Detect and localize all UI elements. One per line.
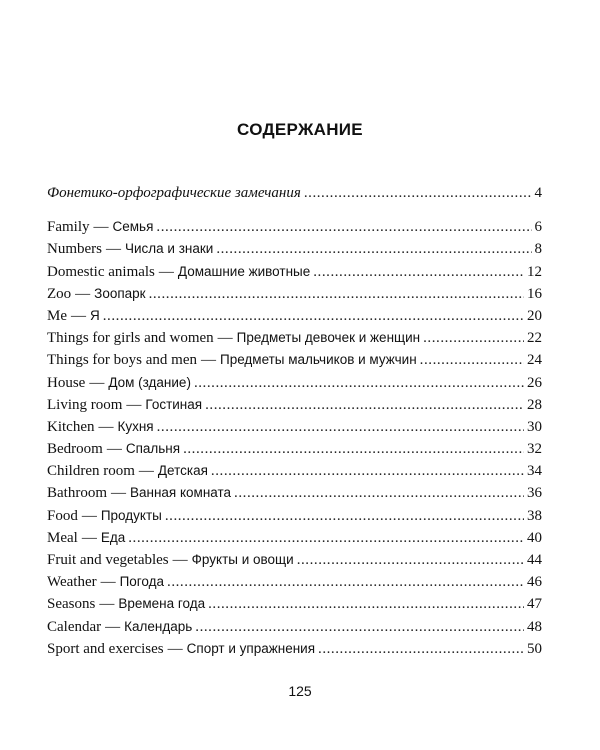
page-title: СОДЕРЖАНИЕ xyxy=(237,120,363,139)
toc-entry-dash: — xyxy=(158,263,174,280)
toc-entry-english: Meal xyxy=(47,529,78,546)
toc-entry-russian: Семья xyxy=(112,219,154,235)
toc-entry-dash: — xyxy=(217,330,233,347)
dot-leader xyxy=(216,238,531,260)
toc-entry-page: 46 xyxy=(527,574,542,591)
dot-leader xyxy=(103,305,524,327)
toc-entry-english: Me xyxy=(47,307,67,324)
dot-leader xyxy=(318,638,524,660)
dot-leader xyxy=(149,283,524,305)
toc-entry-russian: Дом (здание) xyxy=(108,374,191,390)
toc-entry-page: 50 xyxy=(527,640,542,657)
toc-entry-dash: — xyxy=(106,241,121,258)
toc-entry xyxy=(47,305,542,327)
dot-leader xyxy=(313,261,524,283)
toc-entry-dash: — xyxy=(93,219,109,236)
toc-entry xyxy=(47,593,542,615)
toc-entry-page: 40 xyxy=(527,529,542,546)
toc-entry-russian: Погода xyxy=(119,574,165,590)
toc-entry-page: 8 xyxy=(534,241,542,258)
toc-entry-page: 47 xyxy=(527,596,542,613)
toc-entry xyxy=(47,527,542,549)
toc-entry-dash: — xyxy=(71,307,86,324)
toc-entry-dash: — xyxy=(106,441,122,458)
toc-entry-dash: — xyxy=(81,529,97,546)
dot-leader xyxy=(156,216,531,238)
toc-entry-dash: — xyxy=(105,618,121,635)
toc-entry-english: Living room xyxy=(47,396,123,413)
toc-entry-page: 30 xyxy=(527,418,542,435)
toc-entry-russian: Продукты xyxy=(100,507,162,523)
toc-entry-dash: — xyxy=(126,396,142,413)
page-number: 125 xyxy=(288,683,312,699)
toc-entry xyxy=(47,571,542,593)
toc-entry-page: 6 xyxy=(534,219,542,236)
toc-entry-english: Numbers xyxy=(47,241,102,258)
toc-entry-page: 34 xyxy=(527,463,542,480)
toc-entry-russian: Числа и знаки xyxy=(125,241,214,257)
toc-entry-english: Bathroom xyxy=(47,485,107,502)
toc-entry-dash: — xyxy=(111,485,126,502)
dot-leader xyxy=(128,527,524,549)
toc-entry-page: 28 xyxy=(527,396,542,413)
dot-leader xyxy=(194,372,524,394)
toc-entry xyxy=(47,505,542,527)
toc-entry-russian: Календарь xyxy=(124,618,193,634)
toc-entry-list xyxy=(47,216,542,660)
toc-entry-english: House xyxy=(47,374,86,391)
toc-entry-dash: — xyxy=(89,374,105,391)
toc-entry-english: Bedroom xyxy=(47,441,103,458)
toc-entry-english: Seasons xyxy=(47,596,96,613)
toc-entry-english: Things for girls and women xyxy=(47,330,214,347)
dot-leader xyxy=(234,482,524,504)
toc-entry-page: 38 xyxy=(527,507,542,524)
toc-entry-dash: — xyxy=(81,507,97,524)
toc-entry-russian: Спорт и упражнения xyxy=(186,640,316,656)
toc-entry-dash: — xyxy=(167,640,183,657)
toc-entry-page: 16 xyxy=(527,285,542,302)
toc-entry-russian: Фрукты и овощи xyxy=(191,552,294,567)
toc-entry xyxy=(47,394,542,416)
toc-entry xyxy=(47,372,542,394)
toc-entry-english: Fruit and vegetables xyxy=(47,552,169,568)
toc-entry-english: Kitchen xyxy=(47,418,95,435)
dot-leader xyxy=(304,182,532,204)
toc-entry-russian: Времена года xyxy=(118,596,206,612)
toc-entry-russian: Предметы девочек и женщин xyxy=(236,330,421,346)
toc-entry-english: Sport and exercises xyxy=(47,640,164,657)
dot-leader xyxy=(205,394,524,416)
toc-entry xyxy=(47,216,542,238)
toc-entry-russian: Спальня xyxy=(125,441,181,457)
toc-entry-dash: — xyxy=(172,552,188,568)
toc-entry-dash: — xyxy=(98,418,114,435)
toc-entry-russian: Предметы мальчиков и мужчин xyxy=(219,352,417,368)
toc-entry-english: Weather xyxy=(47,574,97,591)
toc-entry-dash: — xyxy=(100,574,116,591)
toc-entry-english: Food xyxy=(47,507,78,524)
toc-entry-russian: Ванная комната xyxy=(130,485,232,501)
toc-entry xyxy=(47,261,542,283)
toc-entry-russian: Гостиная xyxy=(145,396,203,412)
toc-entry xyxy=(47,238,542,260)
toc-entry-english: Things for boys and men xyxy=(47,352,197,369)
toc-entry xyxy=(47,283,542,305)
toc-entry xyxy=(47,327,542,349)
toc-entry xyxy=(47,482,542,504)
toc-entry xyxy=(47,438,542,460)
toc-entry xyxy=(47,549,542,571)
toc-entry-page: 26 xyxy=(527,374,542,391)
dot-leader xyxy=(165,505,524,527)
dot-leader xyxy=(297,549,524,571)
toc-entry-page: 32 xyxy=(527,441,542,458)
toc-entry-russian: Домашние животные xyxy=(177,263,311,279)
toc-entry-page: 48 xyxy=(527,618,542,635)
toc-entry-russian: Я xyxy=(90,307,100,323)
toc-entry-title: Фонетико-орфографические замечания xyxy=(47,185,301,201)
toc-entry-english: Domestic animals xyxy=(47,263,155,280)
toc-entry-english: Children room xyxy=(47,463,135,480)
dot-leader xyxy=(423,327,524,349)
toc-entry-dash: — xyxy=(99,596,115,613)
dot-leader xyxy=(195,616,524,638)
table-of-contents xyxy=(47,182,542,660)
toc-entry xyxy=(47,638,542,660)
dot-leader xyxy=(157,416,524,438)
toc-entry-english: Zoo xyxy=(47,285,72,302)
toc-entry xyxy=(47,349,542,371)
toc-entry-page: 4 xyxy=(534,185,542,201)
toc-entry-russian: Еда xyxy=(100,529,126,545)
dot-leader xyxy=(167,571,524,593)
toc-entry-russian: Детская xyxy=(157,463,208,479)
toc-entry-intro xyxy=(47,182,542,204)
toc-entry-page: 24 xyxy=(527,352,542,369)
dot-leader xyxy=(208,593,524,615)
toc-entry-russian: Зоопарк xyxy=(94,285,146,301)
toc-entry-russian: Кухня xyxy=(117,418,154,434)
toc-entry-dash: — xyxy=(138,463,154,480)
toc-entry-english: Calendar xyxy=(47,618,102,635)
toc-entry-page: 44 xyxy=(527,552,542,568)
toc-entry-page: 22 xyxy=(527,330,542,347)
toc-entry-page: 36 xyxy=(527,485,542,502)
toc-entry-page: 12 xyxy=(527,263,542,280)
toc-entry xyxy=(47,460,542,482)
toc-entry-english: Family xyxy=(47,219,90,236)
toc-entry xyxy=(47,416,542,438)
toc-entry xyxy=(47,616,542,638)
dot-leader xyxy=(420,349,524,371)
toc-entry-dash: — xyxy=(75,285,91,302)
dot-leader xyxy=(183,438,524,460)
toc-entry-page: 20 xyxy=(527,307,542,324)
dot-leader xyxy=(211,460,524,482)
toc-entry-dash: — xyxy=(200,352,216,369)
